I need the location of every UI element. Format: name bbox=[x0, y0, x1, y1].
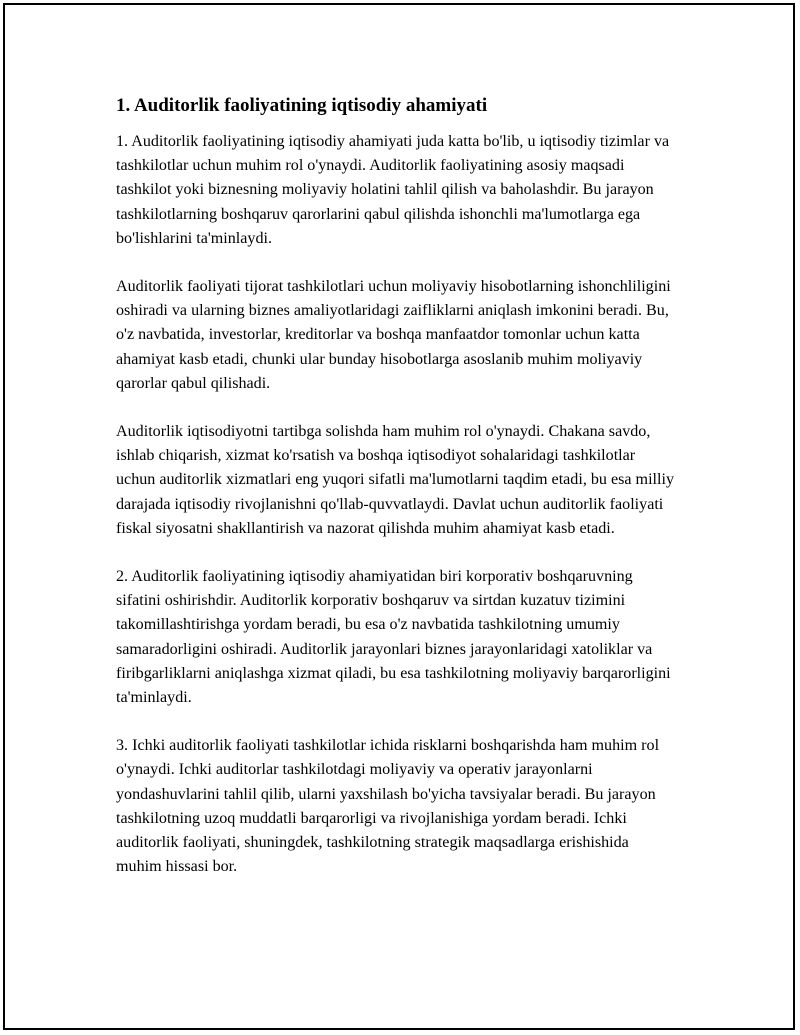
paragraph-2: Auditorlik faoliyati tijorat tashkilotlari uchun moliyaviy hisobotlarning ishonchliligini oshiradi va ularning biznes amaliyotlaridagi zaifliklarni aniqlash imkonini beradi. Bu, o'z navbatida, investorlar, kreditorlar va boshqa manfaatdor tomonlar uchun katta ahamiyat kasb etadi, chunki ular bunday hisobotlarga asoslanib muhim moliyaviy qarorlar qabul qilishadi. bbox=[116, 278, 671, 392]
paragraph-3: Auditorlik iqtisodiyotni tartibga solishda ham muhim rol o'ynaydi. Chakana savdo, ishlab chiqarish, xizmat ko'rsatish va boshqa iqtisodiyot sohalaridagi tashkilotlar uchun auditorlik xizmatlari eng yuqori sifatli ma'lumotlarni taqdim etadi, bu esa milliy darajada iqtisodiy rivojlanishni qo'llab-quvvatlaydi. Davlat uchun auditorlik faoliyati fiskal siyosatni shakllantirish va nazorat qilishda muhim ahamiyat kasb etadi. bbox=[116, 423, 675, 537]
paragraph-1: 1. Auditorlik faoliyatining iqtisodiy ahamiyati juda katta bo'lib, u iqtisodiy tizimlar va tashkilotlar uchun muhim rol o'ynaydi. Auditorlik faoliyatining asosiy maqsadi tashkilot yoki biznesning moliyaviy holatini tahlil qilish va baholashdir. Bu jarayon tashkilotlarning boshqaruv qarorlarini qabul qilishda ishonchli ma'lumotlarga ega bo'lishlarini ta'minlaydi. bbox=[116, 133, 670, 247]
paragraph-4: 2. Auditorlik faoliyatining iqtisodiy ahamiyatidan biri korporativ boshqaruvning sifatini oshirishdir. Auditorlik korporativ boshqaruv va sirtdan kuzatuv tizimini takomillashtirishga yordam beradi, bu esa o'z navbatida tashkilotning umumiy samaradorligini oshiradi. Auditorlik jarayonlari biznes jarayonlaridagi xatoliklar va firibgarliklarni aniqlashga xizmat qiladi, bu esa tashkilotning moliyaviy barqarorligini ta'minlaydi. bbox=[116, 568, 671, 707]
document-body bbox=[116, 92, 676, 903]
paragraph-5: 3. Ichki auditorlik faoliyati tashkilotlar ichida risklarni boshqarishda ham muhim rol o'ynaydi. Ichki auditorlar tashkilotdagi moliyaviy va operativ jarayonlarni yondashuvlarini tahlil qilib, ularni yaxshilash bo'yicha tavsiyalar beradi. Bu jarayon tashkilotning uzoq muddatli barqarorligi va rivojlanishiga yordam beradi. Ichki auditorlik faoliyati, shuningdek, tashkilotning strategik maqsadlarga erishishida muhim hissasi bor. bbox=[116, 737, 660, 876]
document-title: 1. Auditorlik faoliyatining iqtisodiy ahamiyati bbox=[116, 95, 488, 116]
